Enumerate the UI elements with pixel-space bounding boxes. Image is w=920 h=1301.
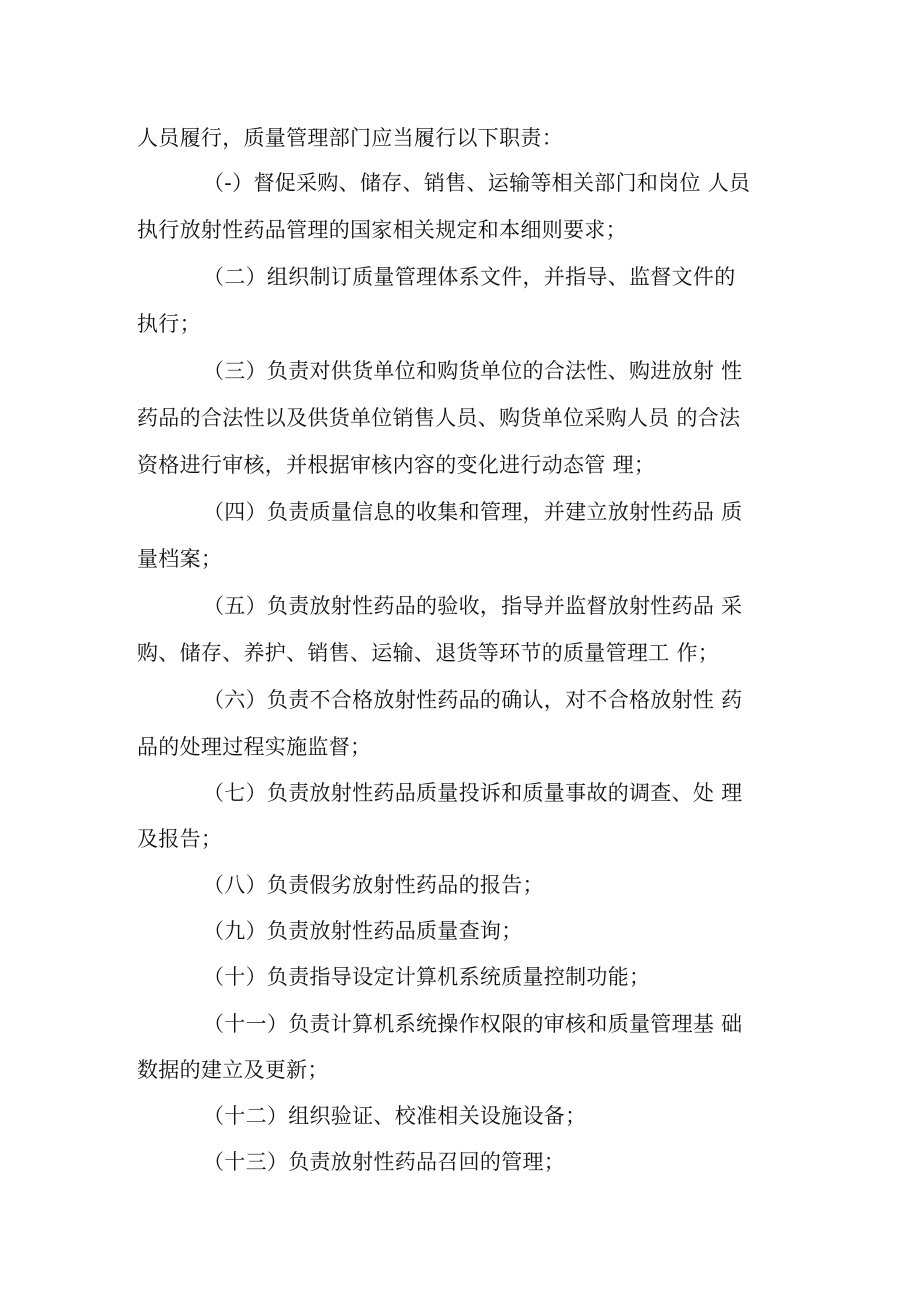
- text-line-17: （八）负责假劣放射性药品的报告；: [203, 873, 544, 897]
- text-line-16: 及报告；: [137, 827, 223, 851]
- text-line-12: 购、储存、养护、销售、运输、退货等环节的质量管理工 作；: [137, 641, 720, 665]
- text-line-3: 执行放射性药品管理的国家相关规定和本细则要求；: [137, 218, 627, 242]
- text-line-15: （七）负责放射性药品质量投诉和质量事故的调查、处 理: [203, 781, 743, 805]
- text-line-10: 量档案；: [137, 547, 223, 571]
- text-line-11: （五）负责放射性药品的验收，指导并监督放射性药品 采: [203, 594, 743, 618]
- text-line-9: （四）负责质量信息的收集和管理，并建立放射性药品 质: [203, 500, 743, 524]
- text-line-21: 数据的建立及更新；: [137, 1058, 329, 1082]
- text-line-18: （九）负责放射性药品质量查询；: [203, 919, 523, 943]
- text-line-5: 执行；: [137, 312, 201, 336]
- text-line-7: 药品的合法性以及供货单位销售人员、购货单位采购人员 的合法: [137, 406, 741, 430]
- text-line-20: （十一）负责计算机系统操作权限的审核和质量管理基 础: [203, 1012, 743, 1036]
- text-line-14: 品的处理过程实施监督；: [137, 735, 372, 759]
- text-line-6: （三）负责对供货单位和购货单位的合法性、购进放射 性: [203, 359, 743, 383]
- text-line-8: 资格进行审核，并根据审核内容的变化进行动态管 理；: [137, 453, 656, 477]
- text-line-4: （二）组织制订质量管理体系文件，并指导、监督文件的: [203, 265, 736, 289]
- text-line-2: （-）督促采购、储存、销售、运输等相关部门和岗位 人员: [203, 171, 751, 195]
- text-line-1: 人员履行，质量管理部门应当履行以下职责：: [137, 126, 563, 150]
- text-line-19: （十）负责指导设定计算机系统质量控制功能；: [203, 965, 651, 989]
- text-line-13: （六）负责不合格放射性药品的确认，对不合格放射性 药: [203, 688, 743, 712]
- text-line-22: （十二）组织验证、校准相关设施设备；: [203, 1104, 587, 1128]
- text-line-23: （十三）负责放射性药品召回的管理；: [203, 1150, 566, 1174]
